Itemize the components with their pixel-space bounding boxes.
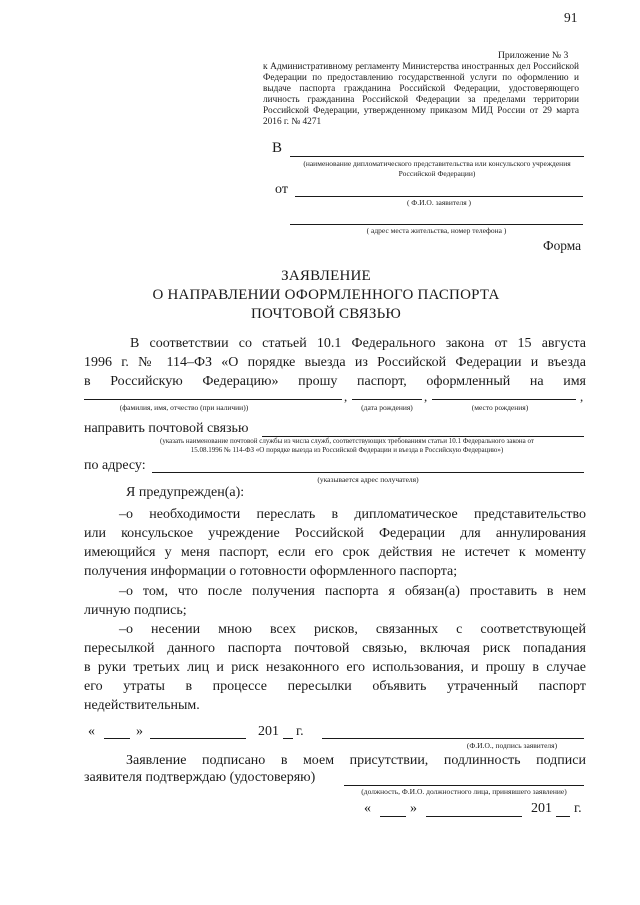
warning-1-line-2: или консульское учреждение Российской Федерации для аннулирования: [84, 526, 586, 541]
sig-close-quote: »: [136, 724, 143, 739]
applicant-signature-line[interactable]: [322, 738, 584, 739]
warning-1-line-4: получения информации о готовности оформленного паспорта;: [84, 564, 458, 579]
address-label: по адресу:: [84, 458, 146, 473]
att-year-suffix: г.: [574, 801, 582, 816]
postal-caption-1: (указать наименование почтовой службы из числа служб, соответствующих требованиям статьи 10.1 Федерального закона от: [160, 437, 534, 445]
title-line-1: ЗАЯВЛЕНИЕ: [281, 268, 371, 284]
from-prefix: от: [275, 182, 288, 197]
to-prefix: В: [272, 140, 283, 156]
appendix-text: к Административному регламенту Министерства иностранных дел Российской Федерации по предоставлению государственной услуги по оформлению и выдаче паспорта гражданина Российской Федерации, удостоверяющего личность гражданина Российской Федерации за пределами территории Российской Федерации, утвержденному приказом МИД России от 29 марта 2016 г. № 4271: [263, 62, 579, 127]
applicant-signature-caption: (Ф.И.О., подпись заявителя): [466, 741, 558, 750]
att-close-quote: »: [410, 801, 417, 816]
official-signature-caption: (должность, Ф.И.О. должностного лица, принявшего заявление): [361, 787, 567, 796]
att-month-line[interactable]: [426, 816, 522, 817]
birth-place-line[interactable]: [432, 399, 576, 400]
sig-open-quote: «: [88, 724, 95, 739]
comma-1: ,: [344, 389, 348, 404]
to-line[interactable]: [290, 156, 584, 157]
attestation-line-1: Заявление подписано в моем присутствии, подлинность подписи: [126, 753, 586, 768]
fio-line[interactable]: [84, 399, 342, 400]
from-line[interactable]: [295, 196, 583, 197]
address-line[interactable]: [290, 224, 583, 225]
att-day-line[interactable]: [380, 816, 406, 817]
birth-date-line[interactable]: [352, 399, 422, 400]
att-year: 201: [531, 801, 552, 816]
address-recipient-caption: (указывается адрес получателя): [317, 475, 419, 484]
comma-3: ,: [580, 389, 584, 404]
warning-1-line-1: –о необходимости переслать в дипломатическое представительство: [119, 507, 586, 522]
form-label: Форма: [543, 238, 582, 253]
from-caption: ( Ф.И.О. заявителя ): [406, 198, 472, 207]
att-year-line[interactable]: [556, 816, 570, 817]
warning-2-line-1: –о том, что после получения паспорта я обязан(а) проставить в нем: [119, 584, 586, 599]
sig-year-suffix: г.: [296, 724, 304, 739]
warning-3-line-2: пересылкой данного паспорта почтовой связью, включая риск попадания: [84, 641, 586, 656]
comma-2: ,: [424, 389, 428, 404]
to-caption-1: (наименование дипломатического представительства или консульского учреждения: [303, 159, 571, 168]
birth-date-caption: (дата рождения): [361, 403, 413, 412]
official-signature-line[interactable]: [344, 785, 584, 786]
recipient-address-line[interactable]: [152, 472, 584, 473]
sig-day-line[interactable]: [104, 738, 130, 739]
warning-3-line-1: –о несении мною всех рисков, связанных с соответствующей: [119, 622, 586, 637]
to-caption-2: Российской Федерации): [398, 169, 476, 178]
warning-3-line-5: недействительным.: [84, 698, 200, 713]
birth-place-caption: (место рождения): [471, 403, 529, 412]
intro-line-2: 1996 г. № 114–ФЗ «О порядке выезда из Российской Федерации и въезда: [84, 355, 586, 370]
warning-heading: Я предупрежден(а):: [126, 485, 245, 500]
appendix-label: Приложение № 3: [498, 50, 569, 61]
fio-caption: (фамилия, имя, отчество (при наличии)): [119, 403, 249, 412]
postal-label: направить почтовой связью: [84, 421, 249, 436]
att-open-quote: «: [364, 801, 371, 816]
warning-3-line-3: в руки третьих лиц и риск незаконного его использования, и прошу в случае: [84, 660, 586, 675]
attestation-line-2: заявителя подтверждаю (удостоверяю): [84, 770, 316, 785]
intro-line-1: В соответствии со статьей 10.1 Федерального закона от 15 августа: [130, 336, 586, 351]
intro-line-3: в Российскую Федерацию» прошу паспорт, оформленный на имя: [84, 374, 586, 389]
warning-1-line-3: имеющийся у меня паспорт, если его срок действия не истечет к моменту: [84, 545, 586, 560]
title-line-3: ПОЧТОВОЙ СВЯЗЬЮ: [250, 306, 402, 322]
sig-year-line[interactable]: [283, 738, 293, 739]
postal-caption-2: 15.08.1996 № 114-ФЗ «О порядке выезда из Российской Федерации и въезда в Российскую Федерацию»): [190, 446, 504, 454]
warning-2-line-2: личную подпись;: [84, 603, 187, 618]
page-number: 91: [564, 10, 578, 25]
title-line-2: О НАПРАВЛЕНИИ ОФОРМЛЕННОГО ПАСПОРТА: [152, 287, 500, 303]
address-caption: ( адрес места жительства, номер телефона ): [366, 226, 507, 235]
warning-3-line-4: его утраты в процессе пересылки объявить утраченный паспорт: [84, 679, 586, 694]
sig-year: 201: [258, 724, 279, 739]
sig-month-line[interactable]: [150, 738, 246, 739]
